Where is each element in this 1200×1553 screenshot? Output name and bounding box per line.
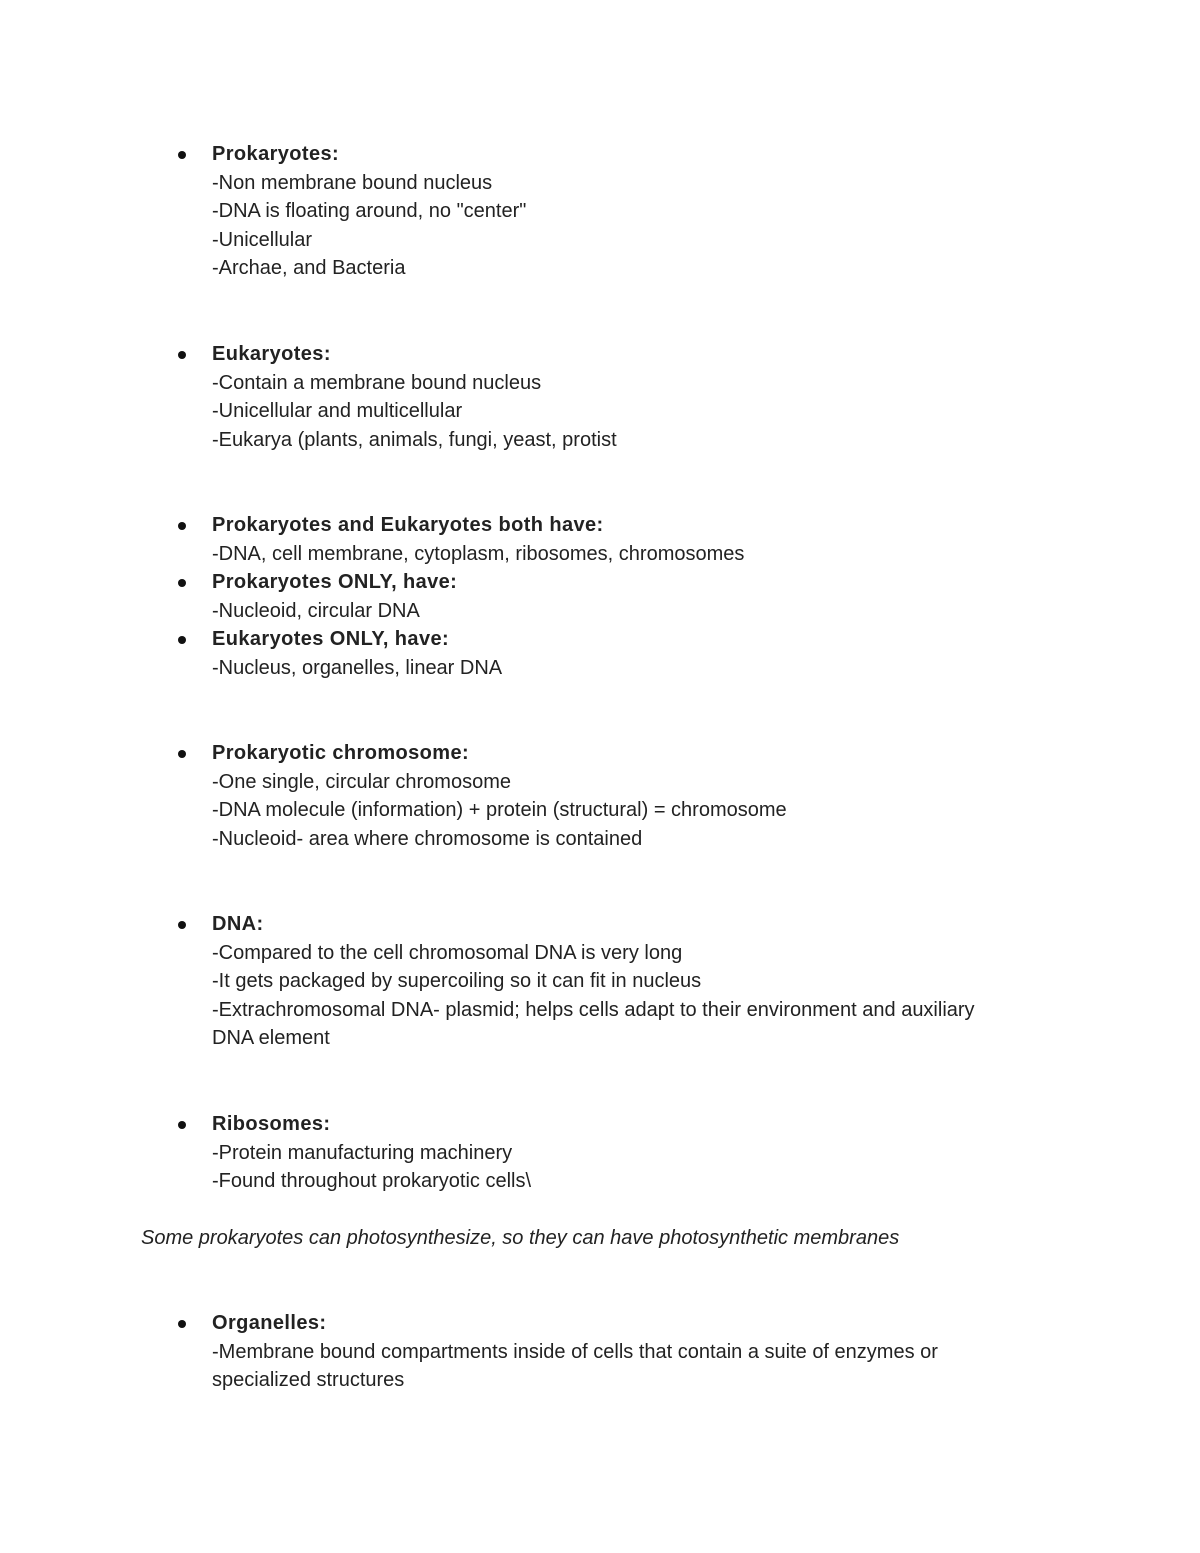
italic-note: Some prokaryotes can photosynthesize, so they can have photosynthetic membranes [141,1227,900,1249]
bullet-icon [178,921,186,929]
section-line: -Unicellular [212,228,313,251]
section-prokaryotes [212,140,1072,283]
section-both-have [212,511,1072,568]
section-line: -Protein manufacturing machinery [212,1141,513,1164]
section-dna [212,910,1072,1053]
section-heading: Prokaryotes and Eukaryotes both have: [212,514,604,536]
section-prokaryotes-only [212,568,1072,625]
section-heading: DNA: [212,913,264,935]
bullet-icon [178,1320,186,1328]
section-heading: Prokaryotes: [212,143,340,165]
section-line: -Nucleus, organelles, linear DNA [212,656,503,679]
section-line: -Non membrane bound nucleus [212,171,493,194]
section-line: -Found throughout prokaryotic cells\ [212,1170,532,1192]
section-prokaryotic-chromosome [212,739,1072,853]
section-line: -It gets packaged by supercoiling so it can fit in nucleus [212,970,702,992]
bullet-icon [178,750,186,758]
section-line: -Unicellular and multicellular [212,400,463,422]
section-organelles [212,1309,1072,1395]
section-line: -One single, circular chromosome [212,770,511,793]
section-line: -DNA is floating around, no "center" [212,200,527,222]
section-heading: Ribosomes: [212,1113,331,1135]
section-heading: Eukaryotes: [212,343,331,365]
section-line: -Nucleoid, circular DNA [212,599,420,622]
section-eukaryotes-only [212,625,1072,682]
section-line: -Compared to the cell chromosomal DNA is very long [212,941,683,964]
section-line: -DNA, cell membrane, cytoplasm, ribosomes, chromosomes [212,542,745,565]
bullet-icon [178,579,186,587]
section-line: -Eukarya (plants, animals, fungi, yeast, protist [212,428,617,451]
section-line: -Extrachromosomal DNA- plasmid; helps cells adapt to their environment and auxiliary [212,998,975,1021]
section-ribosomes [212,1110,1072,1196]
section-line: -Membrane bound compartments inside of cells that contain a suite of enzymes or [212,1340,938,1363]
section-heading: Prokaryotic chromosome: [212,742,470,764]
bullet-icon [178,1121,186,1129]
section-line: -Archae, and Bacteria [212,257,406,279]
section-eukaryotes [212,340,1072,454]
section-line: -Contain a membrane bound nucleus [212,371,542,394]
section-heading: Prokaryotes ONLY, have: [212,571,458,593]
section-line: specialized structures [212,1369,405,1391]
bullet-icon [178,351,186,359]
section-line: -Nucleoid- area where chromosome is contained [212,827,643,850]
section-line: -DNA molecule (information) + protein (structural) = chromosome [212,799,787,821]
section-heading: Eukaryotes ONLY, have: [212,628,450,650]
bullet-icon [178,522,186,530]
bullet-icon [178,636,186,644]
section-heading: Organelles: [212,1312,327,1334]
bullet-icon [178,151,186,159]
section-line: DNA element [212,1027,330,1049]
